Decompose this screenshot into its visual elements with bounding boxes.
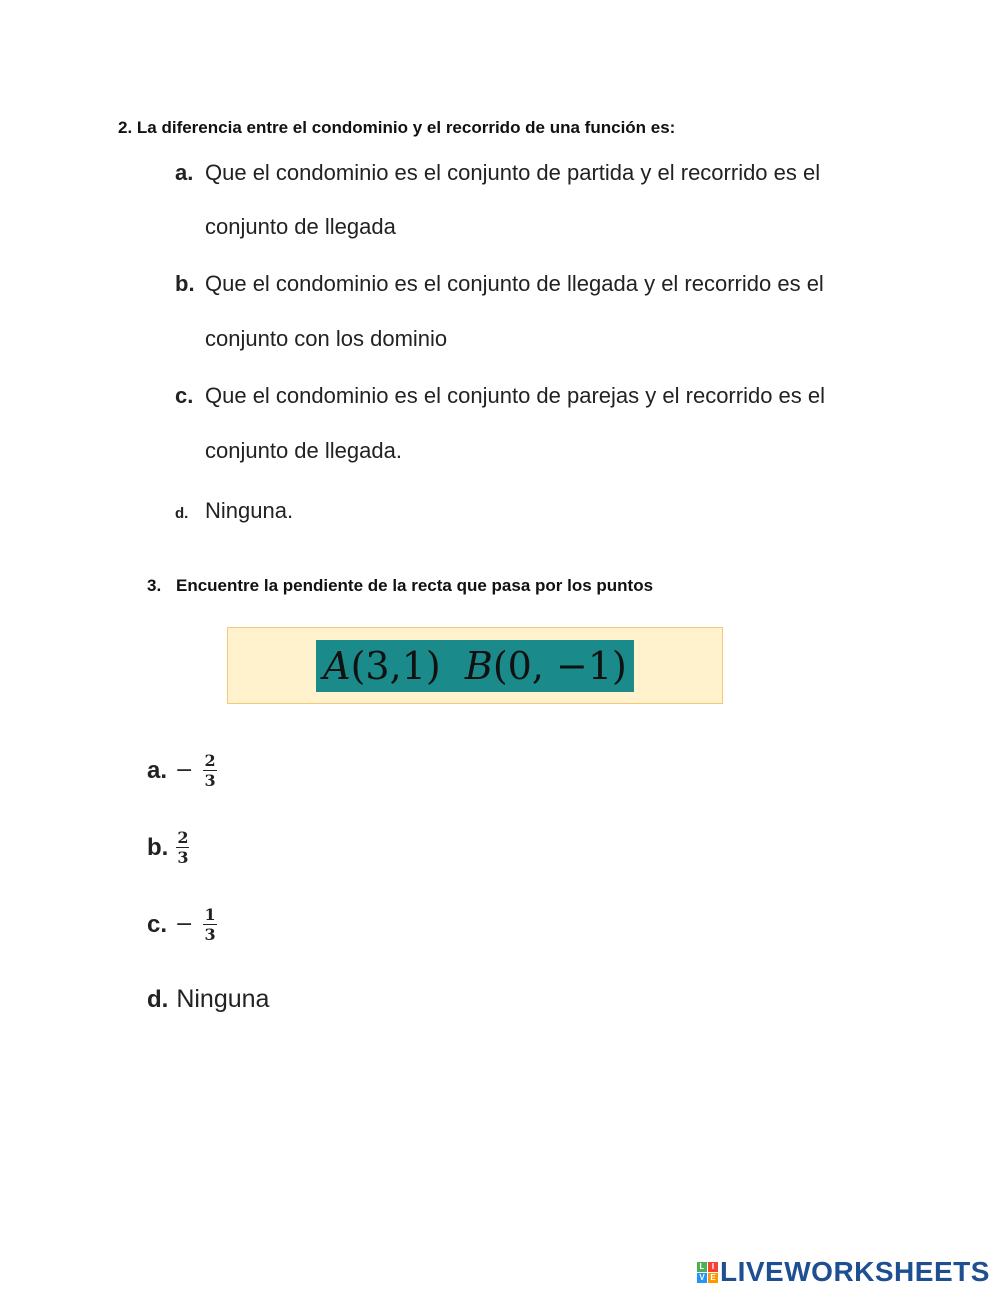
option-letter: a. <box>175 160 194 185</box>
points-formula <box>316 640 634 692</box>
fraction-numerator: 2 <box>204 751 216 770</box>
minus-sign: − <box>175 912 194 937</box>
fraction <box>203 752 216 789</box>
fraction-denominator: 3 <box>204 771 216 790</box>
point-a-var: A <box>323 644 351 688</box>
question-3-answer-c[interactable] <box>147 906 217 943</box>
liveworksheets-logo <box>697 1256 990 1288</box>
option-text-line1: Que el condominio es el conjunto de partida y el recorrido es el <box>205 160 821 185</box>
point-b-coords: (0, −1) <box>492 644 627 688</box>
answer-letter: a. <box>147 756 168 784</box>
logo-mark-icon <box>697 1262 718 1283</box>
question-2-option-b[interactable] <box>175 271 824 352</box>
question-3-heading <box>147 576 653 596</box>
option-letter: d. <box>175 505 189 522</box>
fraction-denominator: 3 <box>204 925 216 944</box>
option-text-line2: conjunto con los dominio <box>205 326 448 351</box>
logo-mark-cell: I <box>708 1262 718 1272</box>
fraction-numerator: 1 <box>204 905 216 924</box>
answer-letter: d. <box>147 985 169 1013</box>
fraction <box>203 906 216 943</box>
question-2-option-a[interactable] <box>175 160 820 240</box>
question-3-text: Encuentre la pendiente de la recta que pasa por los puntos <box>176 576 654 595</box>
logo-mark-cell: L <box>697 1262 707 1272</box>
question-3-answer-d[interactable] <box>147 985 269 1014</box>
question-3-answer-b[interactable] <box>147 829 189 866</box>
fraction-numerator: 2 <box>177 828 189 847</box>
option-letter: c. <box>175 383 194 408</box>
option-text-line1: Que el condominio es el conjunto de parejas y el recorrido es el <box>205 383 826 408</box>
minus-sign: − <box>175 758 194 783</box>
logo-mark-cell: V <box>697 1273 707 1283</box>
fraction <box>176 829 189 866</box>
question-3-answer-a[interactable] <box>147 752 217 789</box>
logo-text: LIVEWORKSHEETS <box>720 1256 990 1287</box>
point-a-coords: (3,1) <box>350 644 441 688</box>
question-2-option-d[interactable] <box>175 498 293 524</box>
option-text-line2: conjunto de llegada <box>205 214 396 239</box>
point-b-var: B <box>464 644 493 688</box>
option-text-line2: conjunto de llegada. <box>205 438 402 463</box>
answer-letter: b. <box>147 833 169 861</box>
question-3-number: 3. <box>147 576 162 595</box>
fraction-denominator: 3 <box>177 848 189 867</box>
question-2-heading: 2. La diferencia entre el condominio y el recorrido de una función es: <box>118 118 676 137</box>
option-text-line1: Ninguna. <box>205 498 294 523</box>
answer-text: Ninguna <box>176 985 270 1013</box>
answer-letter: c. <box>147 910 168 938</box>
option-text-line1: Que el condominio es el conjunto de llegada y el recorrido es el <box>205 271 824 296</box>
logo-mark-cell: E <box>708 1273 718 1283</box>
question-2-option-c[interactable] <box>175 383 825 464</box>
option-letter: b. <box>175 271 195 296</box>
